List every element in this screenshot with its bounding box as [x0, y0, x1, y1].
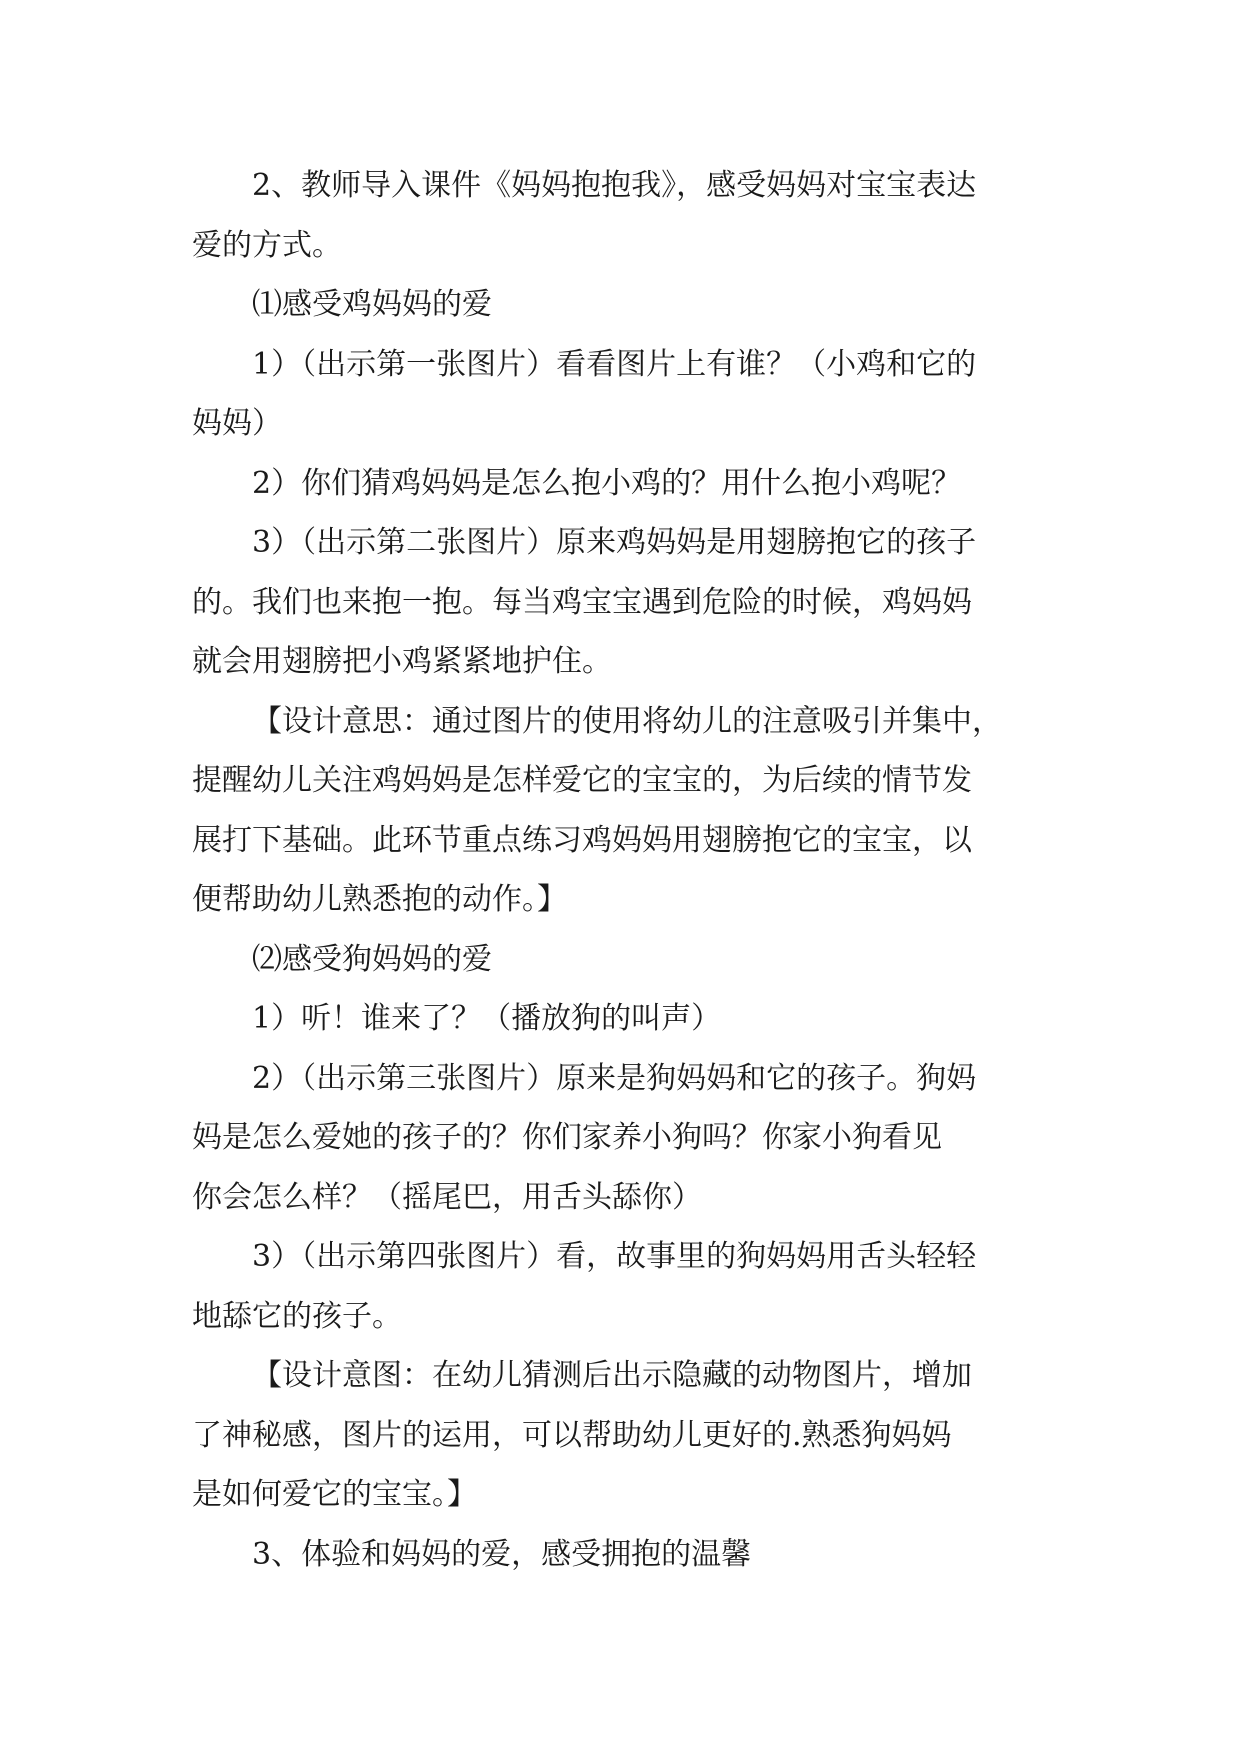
- text-line: 的。我们也来抱一抱。每当鸡宝宝遇到危险的时候，鸡妈妈: [192, 584, 972, 620]
- text-line: 地舔它的孩子。: [192, 1298, 402, 1334]
- text-line: 妈是怎么爱她的孩子的？你们家养小狗吗？你家小狗看见: [192, 1120, 942, 1155]
- text-line: 是如何爱它的宝宝。】: [192, 1477, 477, 1512]
- text-line: 1）（出示第一张图片）看看图片上有谁？（小鸡和它的: [252, 346, 977, 382]
- text-line: 2）（出示第三张图片）原来是狗妈妈和它的孩子。狗妈: [252, 1060, 977, 1096]
- text-line: 便帮助幼儿熟悉抱的动作。】: [192, 882, 567, 917]
- text-line: 3、体验和妈妈的爱，感受拥抱的温馨: [252, 1536, 752, 1572]
- paragraph-design-note-2: [192, 1346, 1052, 1525]
- paragraph-design-note-1: [192, 692, 1052, 930]
- paragraph-subheading-hen: [192, 275, 1052, 335]
- paragraph-dog-step-3: [192, 1227, 1052, 1346]
- text-line: 妈妈）: [192, 406, 282, 441]
- paragraph-activity-2: [192, 156, 1052, 275]
- text-line: 你会怎么样？（摇尾巴，用舌头舔你）: [192, 1179, 702, 1215]
- text-line: 就会用翅膀把小鸡紧紧地护住。: [192, 644, 612, 679]
- text-line: 3）（出示第四张图片）看，故事里的狗妈妈用舌头轻轻: [252, 1239, 977, 1274]
- paragraph-activity-3: [192, 1525, 1052, 1585]
- text-line: 【设计意思：通过图片的使用将幼儿的注意吸引并集中，: [252, 703, 1002, 739]
- paragraph-hen-step-3: [192, 513, 1052, 692]
- paragraph-dog-step-1: [192, 989, 1052, 1049]
- paragraph-hen-step-2: [192, 454, 1052, 514]
- paragraph-subheading-dog: [192, 930, 1052, 990]
- paragraph-hen-step-1: [192, 335, 1052, 454]
- text-line: 3）（出示第二张图片）原来鸡妈妈是用翅膀抱它的孩子: [252, 525, 977, 560]
- text-line: 展打下基础。此环节重点练习鸡妈妈用翅膀抱它的宝宝，以: [192, 822, 972, 858]
- text-line: ⑵感受狗妈妈的爱: [252, 941, 492, 977]
- text-line: 2、教师导入课件《妈妈抱抱我》，感受妈妈对宝宝表达: [252, 168, 977, 203]
- text-line: 【设计意图：在幼儿猜测后出示隐藏的动物图片，增加: [252, 1358, 972, 1393]
- text-line: ⑴感受鸡妈妈的爱: [252, 287, 492, 322]
- paragraph-dog-step-2: [192, 1049, 1052, 1228]
- text-line: 爱的方式。: [192, 227, 342, 263]
- text-line: 了神秘感，图片的运用，可以帮助幼儿更好的.熟悉狗妈妈: [192, 1417, 952, 1453]
- text-line: 2）你们猜鸡妈妈是怎么抱小鸡的？用什么抱小鸡呢？: [252, 465, 962, 501]
- document-body: [192, 156, 1052, 1584]
- text-line: 1）听！谁来了？（播放狗的叫声）: [252, 1001, 722, 1036]
- text-line: 提醒幼儿关注鸡妈妈是怎样爱它的宝宝的，为后续的情节发: [192, 763, 972, 798]
